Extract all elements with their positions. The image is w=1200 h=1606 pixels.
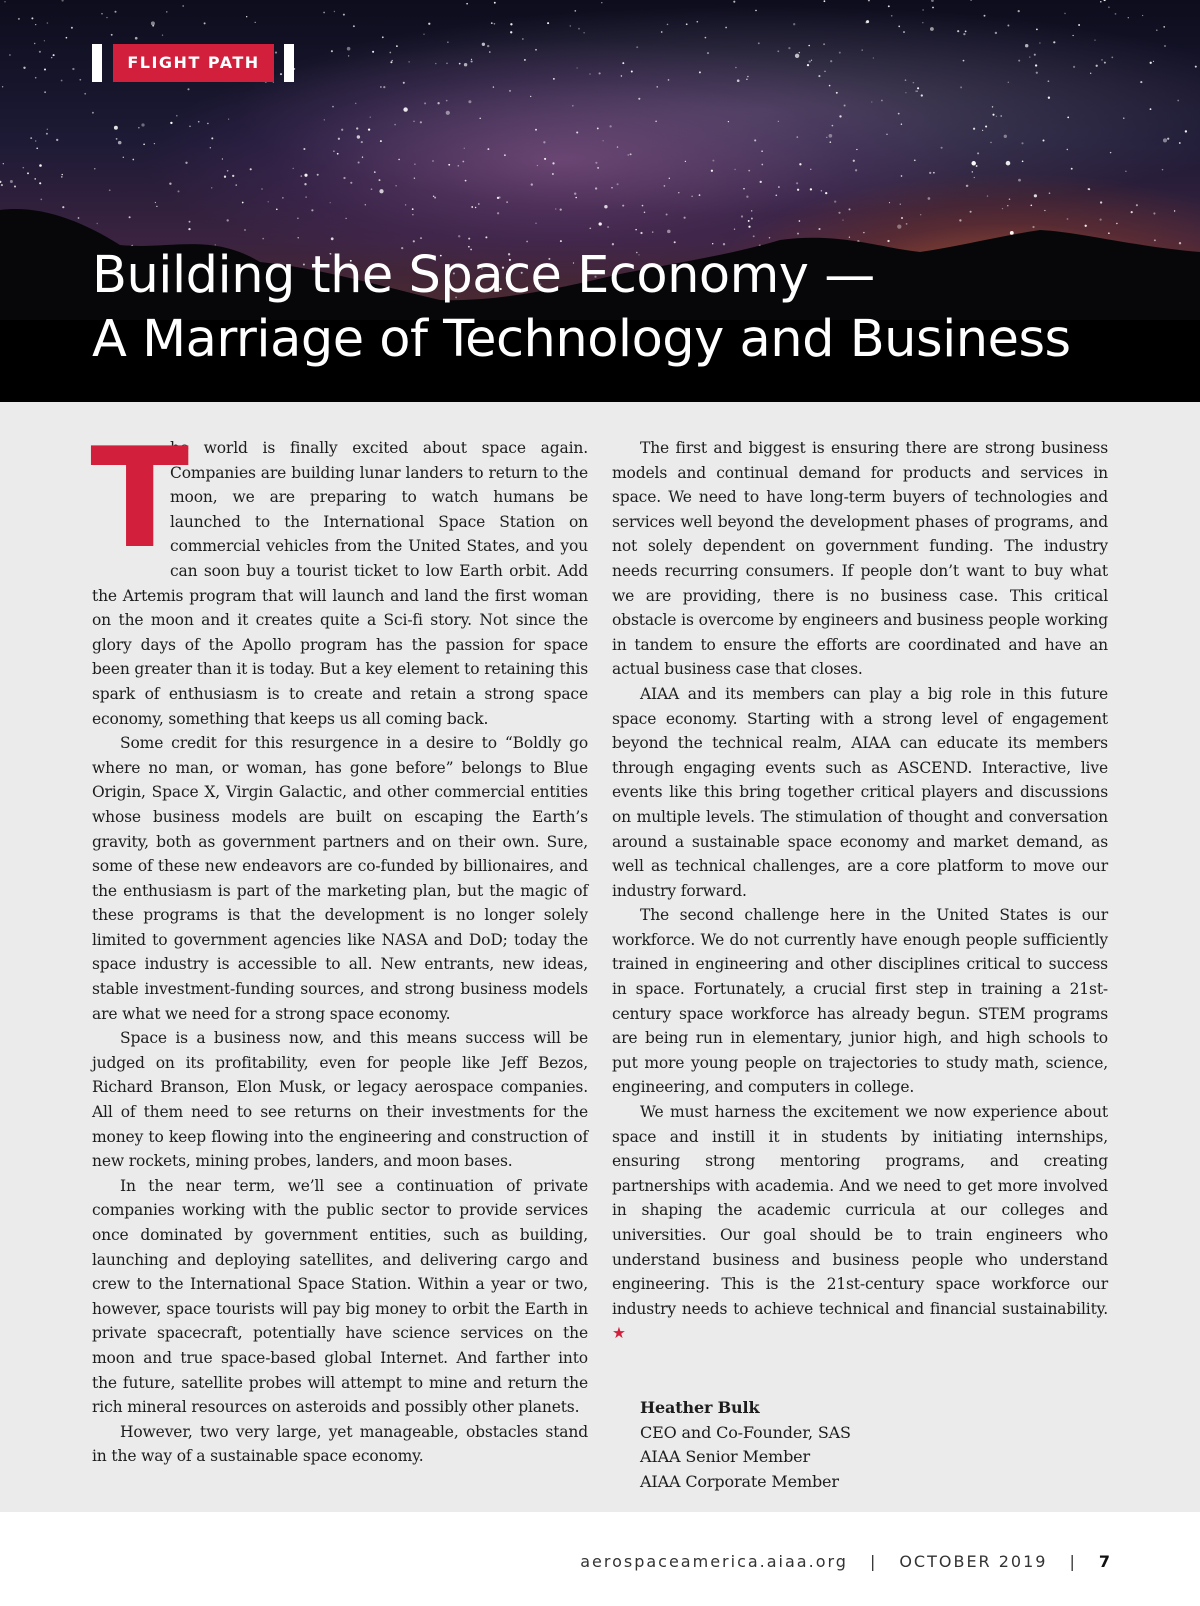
section-kicker: FLIGHT PATH	[113, 44, 274, 82]
footer-date: OCTOBER 2019	[899, 1552, 1048, 1571]
paragraph-5: However, two very large, yet manageable, obstacles stand in the way of a sustainable space economy.	[92, 1422, 588, 1466]
footer-separator-1: |	[869, 1552, 878, 1571]
author-name: Heather Bulk	[640, 1397, 760, 1417]
paragraph-8: The second challenge here in the United States is our workforce. We do not currently have enough people sufficiently trained in engineering and other disciplines critical to success in space. Fortunately, a crucial first step in training a 21st-century space workforce has already begun. STEM programs are being run in elementary, junior high, and high schools to put more young people on trajectories to study math, science, engineering, and computers in college.	[612, 906, 1108, 1097]
paragraph-7: AIAA and its members can play a big role in this future space economy. Starting with a strong level of engagement beyond the technical realm, AIAA can educate its members through engaging events such as ASCEND. Interactive, live events like this bring together critical players and discussions on multiple levels. The stimulation of thought and conversation around a sustainable space economy and market demand, as well as technical challenges, are a core platform to move our industry forward.	[612, 684, 1108, 900]
author-membership-2: AIAA Corporate Member	[640, 1471, 839, 1491]
footer-text	[580, 1552, 1112, 1571]
article-column-right	[612, 436, 1108, 1494]
author-title: CEO and Co-Founder, SAS	[640, 1422, 851, 1442]
article-column-left	[90, 418, 588, 1469]
paragraph-6: The first and biggest is ensuring there are strong business models and continual demand for products and services in space. We need to have long-term buyers of technologies and services well beyond the development phases of programs, and not solely dependent on government funding. The industry needs recurring consumers. If people don’t want to buy what we are providing, there is no business case. This critical obstacle is overcome by engineers and business people working in tandem to ensure the efforts are coordinated and have an actual business case that closes.	[612, 439, 1108, 679]
title-line-1: Building the Space Economy —	[92, 246, 875, 305]
hero-image	[0, 0, 1200, 402]
title-line-2: A Marriage of Technology and Business	[92, 310, 1071, 369]
paragraph-4: In the near term, we’ll see a continuation of private companies working with the public sector to provide services once dominated by government entities, such as building, launching and deploying satellites, and delivering cargo and crew to the International Space Station. Within a year or two, however, space tourists will pay big money to orbit the Earth in private spacecraft, potentially have science services on the moon and true space-based global Internet. And farther into the future, satellite probes will attempt to mine and return the rich mineral resources on asteroids and possibly other planets.	[92, 1176, 588, 1417]
kicker-left-bar	[92, 44, 102, 82]
paragraph-9-text: We must harness the excitement we now experience about space and instill it in students by initiating internships, ensuring strong mentoring programs, and creating partnerships with academia. And we need to get more involved in shaping the academic curricula at our colleges and universities. Our goal should be to train engineers who understand business and business people who understand engineering. This is the 21st-century space workforce our industry needs to achieve technical and financial sustainability.	[612, 1103, 1108, 1318]
paragraph-3: Space is a business now, and this means success will be judged on its profitability, even for people like Jeff Bezos, Richard Branson, Elon Musk, or legacy aerospace companies. All of them need to see returns on their investments for the money to keep flowing into the engineering and construction of new rockets, mining probes, landers, and moon bases.	[92, 1029, 588, 1171]
end-star-icon: ★	[612, 1324, 626, 1343]
kicker-right-bar	[284, 44, 294, 82]
author-membership-1: AIAA Senior Member	[640, 1447, 810, 1467]
footer-separator-2: |	[1069, 1552, 1077, 1571]
author-signature	[612, 1396, 1108, 1494]
paragraph-9	[612, 1100, 1108, 1346]
paragraph-2: Some credit for this resurgence in a desire to “Boldly go where no man, or woman, has gone before” belongs to Blue Origin, Space X, Virgin Galactic, and other commercial entities whose business models are built on escaping the Earth’s gravity, both as government partners and on their own. Sure, some of these new endeavors are co-funded by billionaires, and the enthusiasm is part of the marketing plan, but the magic of these programs is that the development is no longer solely limited to government agencies like NASA and DoD; today the space industry is accessible to all. New entrants, new ideas, stable investment-funding sources, and strong business models are what we need for a strong space economy.	[92, 734, 588, 1023]
page-title	[92, 244, 1071, 372]
paragraph-1	[90, 418, 588, 731]
footer-site-link[interactable]: aerospaceamerica.aiaa.org	[580, 1552, 848, 1571]
paragraph-1-text: he world is finally excited about space again. Companies are building lunar landers to return to the moon, we are preparing to watch humans be launched to the International Space Station on commercial vehicles from the United States, and you can soon buy a tourist ticket to low Earth orbit. Add the Artemis program that will launch and land the first woman on the moon and it creates quite a Sci-fi story. Not since the glory days of the Apollo program has the passion for space been greater than it is today. But a key element to retaining this spark of enthusiasm is to create and retain a strong space economy, something that keeps us all coming back.	[92, 439, 588, 728]
page-number: 7	[1098, 1552, 1112, 1571]
page-footer	[0, 1512, 1200, 1606]
drop-cap: T	[90, 418, 189, 579]
